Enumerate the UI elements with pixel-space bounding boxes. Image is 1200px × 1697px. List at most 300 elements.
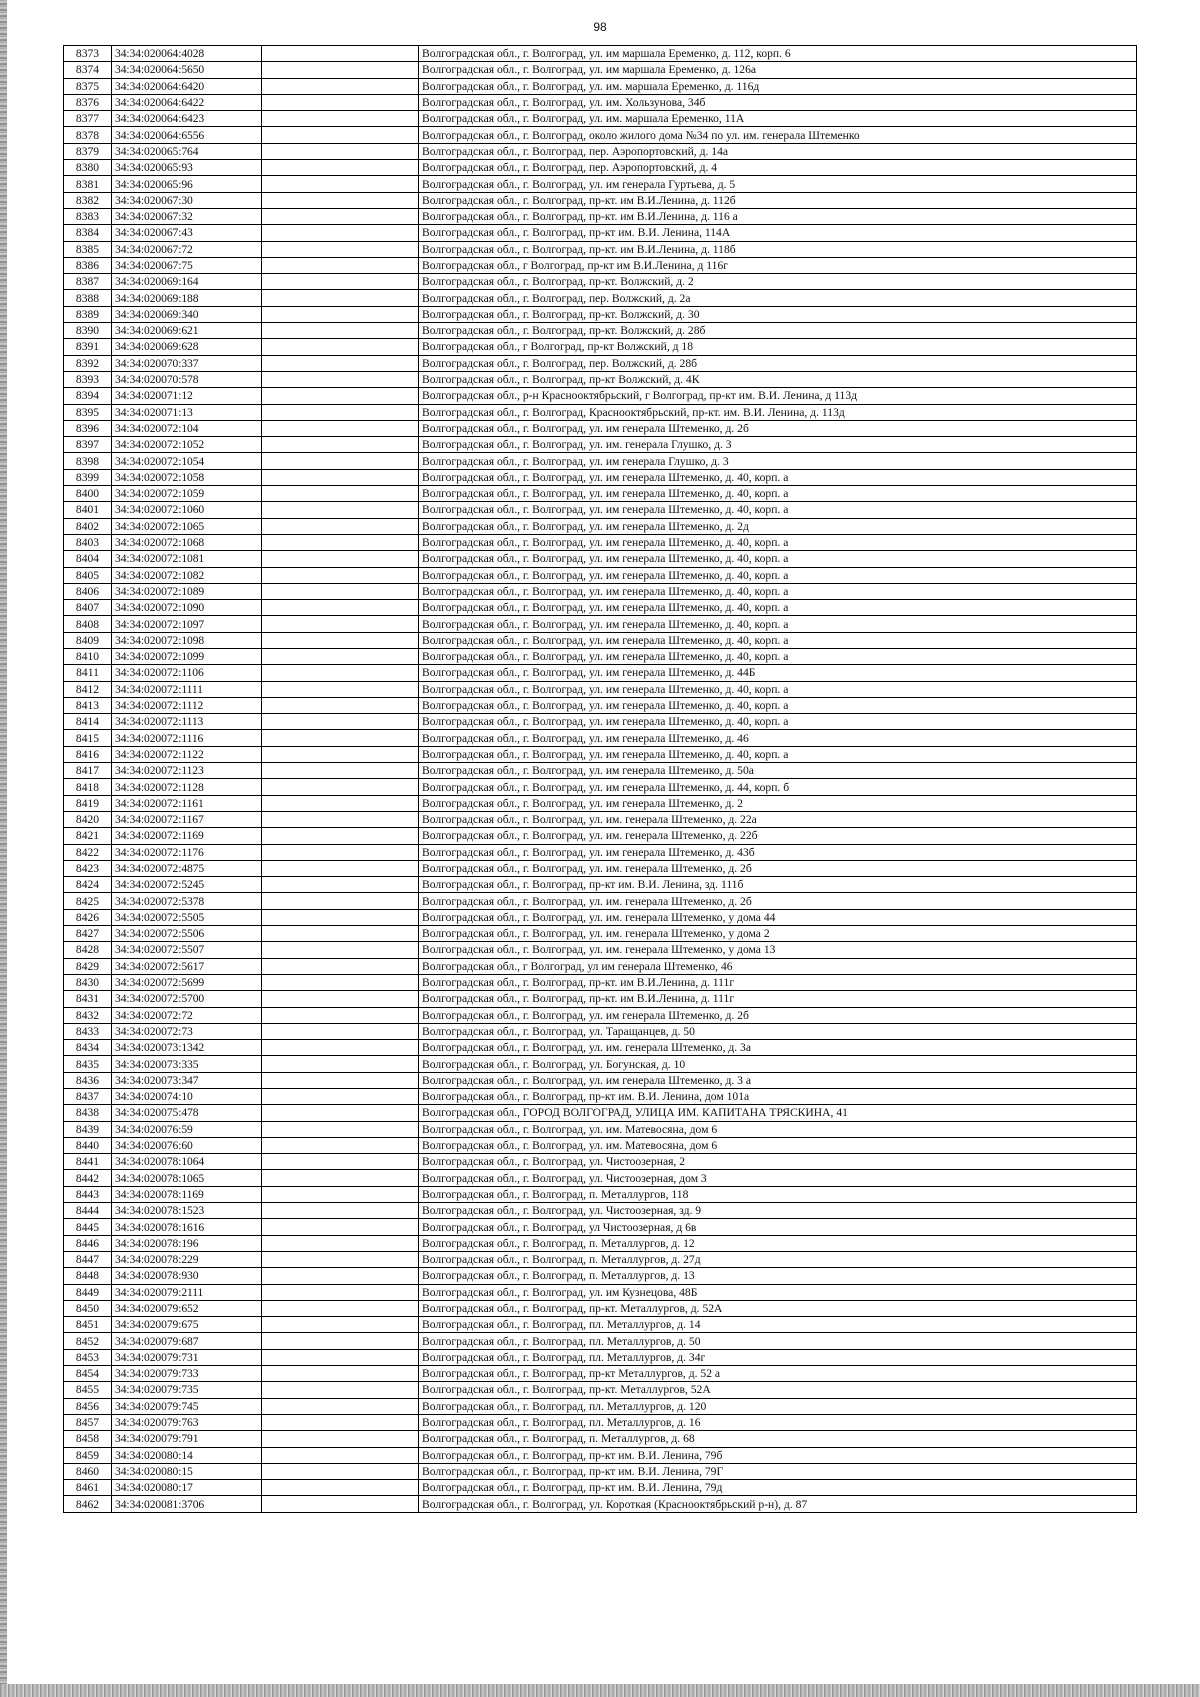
row-number-cell: 8404 bbox=[64, 551, 112, 567]
table-row bbox=[64, 811, 1137, 827]
row-number-cell: 8424 bbox=[64, 877, 112, 893]
table-row bbox=[64, 1154, 1137, 1170]
address-cell: Волгоградская обл., г. Волгоград, ул. им генерала Штеменко, д. 43б bbox=[419, 844, 1137, 860]
cadastral-number-cell: 34:34:020072:1090 bbox=[112, 600, 262, 616]
row-number-cell: 8388 bbox=[64, 290, 112, 306]
table-row bbox=[64, 828, 1137, 844]
cadastral-number-cell: 34:34:020072:5699 bbox=[112, 974, 262, 990]
table-row bbox=[64, 469, 1137, 485]
row-number-cell: 8423 bbox=[64, 860, 112, 876]
cadastral-number-cell: 34:34:020071:12 bbox=[112, 388, 262, 404]
table-row bbox=[64, 257, 1137, 273]
address-cell: Волгоградская обл., г. Волгоград, пр-кт. Волжский, д. 2 bbox=[419, 274, 1137, 290]
empty-cell bbox=[262, 877, 419, 893]
address-cell: Волгоградская обл., г. Волгоград, ул. Чистоозерная, 2 bbox=[419, 1154, 1137, 1170]
table-row bbox=[64, 991, 1137, 1007]
cadastral-number-cell: 34:34:020072:5507 bbox=[112, 942, 262, 958]
empty-cell bbox=[262, 94, 419, 110]
row-number-cell: 8417 bbox=[64, 763, 112, 779]
address-cell: Волгоградская обл., г. Волгоград, ул. им. генерала Штеменко, д. 2б bbox=[419, 860, 1137, 876]
table-row bbox=[64, 404, 1137, 420]
cadastral-number-cell: 34:34:020072:5506 bbox=[112, 926, 262, 942]
empty-cell bbox=[262, 828, 419, 844]
empty-cell bbox=[262, 991, 419, 1007]
cadastral-number-cell: 34:34:020069:628 bbox=[112, 339, 262, 355]
table-row bbox=[64, 1447, 1137, 1463]
page-number: 98 bbox=[593, 20, 607, 34]
row-number-cell: 8391 bbox=[64, 339, 112, 355]
table-row bbox=[64, 1366, 1137, 1382]
cadastral-number-cell: 34:34:020072:1065 bbox=[112, 518, 262, 534]
cadastral-number-cell: 34:34:020072:73 bbox=[112, 1023, 262, 1039]
empty-cell bbox=[262, 208, 419, 224]
table-row bbox=[64, 1268, 1137, 1284]
row-number-cell: 8386 bbox=[64, 257, 112, 273]
row-number-cell: 8454 bbox=[64, 1366, 112, 1382]
address-cell: Волгоградская обл., г. Волгоград, ул. им. генерала Штеменко, у дома 44 bbox=[419, 909, 1137, 925]
row-number-cell: 8429 bbox=[64, 958, 112, 974]
address-cell: Волгоградская обл., г. Волгоград, пр-кт им. В.И. Ленина, зд. 111б bbox=[419, 877, 1137, 893]
empty-cell bbox=[262, 1447, 419, 1463]
row-number-cell: 8437 bbox=[64, 1089, 112, 1105]
row-number-cell: 8382 bbox=[64, 192, 112, 208]
table-row bbox=[64, 746, 1137, 762]
address-cell: Волгоградская обл., г. Волгоград, Краснооктябрьский, пр-кт. им. В.И. Ленина, д. 113д bbox=[419, 404, 1137, 420]
address-cell: Волгоградская обл., г. Волгоград, ул. им генерала Штеменко, д. 44, корп. б bbox=[419, 779, 1137, 795]
row-number-cell: 8403 bbox=[64, 534, 112, 550]
cadastral-number-cell: 34:34:020073:335 bbox=[112, 1056, 262, 1072]
address-cell: Волгоградская обл., г. Волгоград, пр-кт. Металлургов, д. 52А bbox=[419, 1300, 1137, 1316]
table-row bbox=[64, 1056, 1137, 1072]
empty-cell bbox=[262, 1137, 419, 1153]
address-cell: Волгоградская обл., г. Волгоград, пер. Аэропортовский, д. 4 bbox=[419, 160, 1137, 176]
row-number-cell: 8436 bbox=[64, 1072, 112, 1088]
table-row bbox=[64, 665, 1137, 681]
cadastral-number-cell: 34:34:020072:1058 bbox=[112, 469, 262, 485]
cadastral-number-cell: 34:34:020079:2111 bbox=[112, 1284, 262, 1300]
empty-cell bbox=[262, 306, 419, 322]
address-cell: Волгоградская обл., г. Волгоград, ул. им. генерала Глушко, д. 3 bbox=[419, 437, 1137, 453]
empty-cell bbox=[262, 1040, 419, 1056]
row-number-cell: 8414 bbox=[64, 714, 112, 730]
address-cell: Волгоградская обл., г. Волгоград, ул. им генерала Штеменко, д. 40, корп. а bbox=[419, 681, 1137, 697]
row-number-cell: 8381 bbox=[64, 176, 112, 192]
cadastral-number-cell: 34:34:020079:731 bbox=[112, 1349, 262, 1365]
table-row bbox=[64, 1089, 1137, 1105]
row-number-cell: 8398 bbox=[64, 453, 112, 469]
empty-cell bbox=[262, 388, 419, 404]
empty-cell bbox=[262, 241, 419, 257]
row-number-cell: 8435 bbox=[64, 1056, 112, 1072]
address-cell: Волгоградская обл., г. Волгоград, ул. Короткая (Краснооктябрьский р-н), д. 87 bbox=[419, 1496, 1137, 1512]
row-number-cell: 8415 bbox=[64, 730, 112, 746]
empty-cell bbox=[262, 518, 419, 534]
table-row bbox=[64, 1480, 1137, 1496]
row-number-cell: 8389 bbox=[64, 306, 112, 322]
empty-cell bbox=[262, 1463, 419, 1479]
empty-cell bbox=[262, 355, 419, 371]
table-row bbox=[64, 192, 1137, 208]
table-row bbox=[64, 323, 1137, 339]
address-cell: Волгоградская обл., г. Волгоград, пр-кт. им В.И.Ленина, д. 111г bbox=[419, 991, 1137, 1007]
row-number-cell: 8390 bbox=[64, 323, 112, 339]
table-row bbox=[64, 974, 1137, 990]
address-cell: Волгоградская обл., г. Волгоград, ул. им. генерала Штеменко, д. 22а bbox=[419, 811, 1137, 827]
empty-cell bbox=[262, 404, 419, 420]
row-number-cell: 8442 bbox=[64, 1170, 112, 1186]
row-number-cell: 8375 bbox=[64, 78, 112, 94]
cadastral-number-cell: 34:34:020078:196 bbox=[112, 1235, 262, 1251]
cadastral-number-cell: 34:34:020078:1169 bbox=[112, 1186, 262, 1202]
empty-cell bbox=[262, 78, 419, 94]
address-cell: Волгоградская обл., г. Волгоград, ул. им генерала Штеменко, д. 50а bbox=[419, 763, 1137, 779]
cadastral-number-cell: 34:34:020067:32 bbox=[112, 208, 262, 224]
empty-cell bbox=[262, 1382, 419, 1398]
row-number-cell: 8439 bbox=[64, 1121, 112, 1137]
cadastral-number-cell: 34:34:020072:1116 bbox=[112, 730, 262, 746]
table-row bbox=[64, 1137, 1137, 1153]
row-number-cell: 8430 bbox=[64, 974, 112, 990]
empty-cell bbox=[262, 1317, 419, 1333]
empty-cell bbox=[262, 697, 419, 713]
row-number-cell: 8419 bbox=[64, 795, 112, 811]
address-cell: Волгоградская обл., г Волгоград, ул им генерала Штеменко, 46 bbox=[419, 958, 1137, 974]
cadastral-number-cell: 34:34:020070:337 bbox=[112, 355, 262, 371]
empty-cell bbox=[262, 290, 419, 306]
table-row bbox=[64, 844, 1137, 860]
empty-cell bbox=[262, 1089, 419, 1105]
empty-cell bbox=[262, 665, 419, 681]
cadastral-number-cell: 34:34:020072:1052 bbox=[112, 437, 262, 453]
row-number-cell: 8385 bbox=[64, 241, 112, 257]
table-row bbox=[64, 714, 1137, 730]
address-cell: Волгоградская обл., г. Волгоград, ул. им генерала Штеменко, д. 40, корп. а bbox=[419, 567, 1137, 583]
table-row bbox=[64, 1398, 1137, 1414]
row-number-cell: 8418 bbox=[64, 779, 112, 795]
table-row bbox=[64, 1317, 1137, 1333]
empty-cell bbox=[262, 730, 419, 746]
row-number-cell: 8452 bbox=[64, 1333, 112, 1349]
row-number-cell: 8402 bbox=[64, 518, 112, 534]
address-cell: Волгоградская обл., г. Волгоград, ул. им генерала Штеменко, д. 40, корп. а bbox=[419, 486, 1137, 502]
empty-cell bbox=[262, 1496, 419, 1512]
address-cell: Волгоградская обл., г. Волгоград, около жилого дома №34 по ул. им. генерала Штеменко bbox=[419, 127, 1137, 143]
row-number-cell: 8444 bbox=[64, 1203, 112, 1219]
empty-cell bbox=[262, 127, 419, 143]
row-number-cell: 8401 bbox=[64, 502, 112, 518]
empty-cell bbox=[262, 714, 419, 730]
table-row bbox=[64, 94, 1137, 110]
cadastral-number-cell: 34:34:020072:5505 bbox=[112, 909, 262, 925]
empty-cell bbox=[262, 1366, 419, 1382]
row-number-cell: 8397 bbox=[64, 437, 112, 453]
empty-cell bbox=[262, 974, 419, 990]
table-row bbox=[64, 877, 1137, 893]
address-cell: Волгоградская обл., г. Волгоград, ул. им. Матевосяна, дом 6 bbox=[419, 1137, 1137, 1153]
table-row bbox=[64, 648, 1137, 664]
address-cell: Волгоградская обл., г. Волгоград, пл. Металлургов, д. 120 bbox=[419, 1398, 1137, 1414]
table-row bbox=[64, 697, 1137, 713]
address-cell: Волгоградская обл., г. Волгоград, п. Металлургов, д. 68 bbox=[419, 1431, 1137, 1447]
empty-cell bbox=[262, 1072, 419, 1088]
address-cell: Волгоградская обл., г. Волгоград, пр-кт им. В.И. Ленина, 79д bbox=[419, 1480, 1137, 1496]
cadastral-number-cell: 34:34:020078:1065 bbox=[112, 1170, 262, 1186]
row-number-cell: 8450 bbox=[64, 1300, 112, 1316]
table-row bbox=[64, 1235, 1137, 1251]
empty-cell bbox=[262, 437, 419, 453]
empty-cell bbox=[262, 1023, 419, 1039]
cadastral-number-cell: 34:34:020072:4875 bbox=[112, 860, 262, 876]
table-row bbox=[64, 763, 1137, 779]
address-cell: Волгоградская обл., г. Волгоград, ул. им генерала Штеменко, д. 40, корп. а bbox=[419, 632, 1137, 648]
table-row bbox=[64, 1349, 1137, 1365]
empty-cell bbox=[262, 551, 419, 567]
table-row bbox=[64, 46, 1137, 62]
empty-cell bbox=[262, 469, 419, 485]
table-row bbox=[64, 795, 1137, 811]
row-number-cell: 8432 bbox=[64, 1007, 112, 1023]
row-number-cell: 8428 bbox=[64, 942, 112, 958]
address-cell: Волгоградская обл., г. Волгоград, пр-кт. им В.И.Ленина, д. 118б bbox=[419, 241, 1137, 257]
empty-cell bbox=[262, 632, 419, 648]
row-number-cell: 8373 bbox=[64, 46, 112, 62]
row-number-cell: 8421 bbox=[64, 828, 112, 844]
address-cell: Волгоградская обл., г. Волгоград, ул. им генерала Штеменко, д. 3 а bbox=[419, 1072, 1137, 1088]
address-cell: Волгоградская обл., г. Волгоград, ул. им. генерала Штеменко, у дома 13 bbox=[419, 942, 1137, 958]
cadastral-number-cell: 34:34:020079:735 bbox=[112, 1382, 262, 1398]
empty-cell bbox=[262, 176, 419, 192]
address-cell: Волгоградская обл., г. Волгоград, пр-кт. Волжский, д. 28б bbox=[419, 323, 1137, 339]
cadastral-number-cell: 34:34:020072:1169 bbox=[112, 828, 262, 844]
row-number-cell: 8405 bbox=[64, 567, 112, 583]
row-number-cell: 8416 bbox=[64, 746, 112, 762]
row-number-cell: 8379 bbox=[64, 143, 112, 159]
empty-cell bbox=[262, 567, 419, 583]
empty-cell bbox=[262, 1170, 419, 1186]
address-cell: Волгоградская обл., г. Волгоград, ул. Богунская, д. 10 bbox=[419, 1056, 1137, 1072]
table-row bbox=[64, 860, 1137, 876]
address-cell: Волгоградская обл., г. Волгоград, ул. им. маршала Еременко, д. 116д bbox=[419, 78, 1137, 94]
cadastral-number-cell: 34:34:020067:30 bbox=[112, 192, 262, 208]
row-number-cell: 8431 bbox=[64, 991, 112, 1007]
table-row bbox=[64, 502, 1137, 518]
cadastral-number-cell: 34:34:020072:5378 bbox=[112, 893, 262, 909]
address-cell: Волгоградская обл., г. Волгоград, пл. Металлургов, д. 50 bbox=[419, 1333, 1137, 1349]
cadastral-number-cell: 34:34:020072:1054 bbox=[112, 453, 262, 469]
address-cell: Волгоградская обл., г. Волгоград, ул. им генерала Штеменко, д. 40, корп. а bbox=[419, 502, 1137, 518]
cadastral-number-cell: 34:34:020079:745 bbox=[112, 1398, 262, 1414]
empty-cell bbox=[262, 111, 419, 127]
row-number-cell: 8377 bbox=[64, 111, 112, 127]
table-row bbox=[64, 632, 1137, 648]
address-cell: Волгоградская обл., г. Волгоград, пр-кт Волжский, д. 4К bbox=[419, 371, 1137, 387]
empty-cell bbox=[262, 583, 419, 599]
cadastral-number-cell: 34:34:020072:1123 bbox=[112, 763, 262, 779]
address-cell: Волгоградская обл., г. Волгоград, ул. им. Матевосяна, дом 6 bbox=[419, 1121, 1137, 1137]
row-number-cell: 8455 bbox=[64, 1382, 112, 1398]
address-cell: Волгоградская обл., г. Волгоград, ул. им генерала Штеменко, д. 2 bbox=[419, 795, 1137, 811]
table-row bbox=[64, 127, 1137, 143]
address-cell: Волгоградская обл., г. Волгоград, ул. им генерала Штеменко, д. 44Б bbox=[419, 665, 1137, 681]
row-number-cell: 8447 bbox=[64, 1251, 112, 1267]
empty-cell bbox=[262, 1431, 419, 1447]
row-number-cell: 8420 bbox=[64, 811, 112, 827]
empty-cell bbox=[262, 274, 419, 290]
row-number-cell: 8451 bbox=[64, 1317, 112, 1333]
cadastral-number-cell: 34:34:020072:5245 bbox=[112, 877, 262, 893]
address-cell: Волгоградская обл., г. Волгоград, п. Металлургов, д. 27д bbox=[419, 1251, 1137, 1267]
table-row bbox=[64, 893, 1137, 909]
cadastral-number-cell: 34:34:020072:1060 bbox=[112, 502, 262, 518]
row-number-cell: 8453 bbox=[64, 1349, 112, 1365]
table-row bbox=[64, 926, 1137, 942]
table-row bbox=[64, 958, 1137, 974]
address-cell: Волгоградская обл., г. Волгоград, ул. им. генерала Штеменко, д. 3а bbox=[419, 1040, 1137, 1056]
row-number-cell: 8427 bbox=[64, 926, 112, 942]
address-cell: Волгоградская обл., г. Волгоград, ул Чистоозерная, д 6в bbox=[419, 1219, 1137, 1235]
row-number-cell: 8461 bbox=[64, 1480, 112, 1496]
address-cell: Волгоградская обл., г. Волгоград, ул. им генерала Гуртьева, д. 5 bbox=[419, 176, 1137, 192]
table-row bbox=[64, 1300, 1137, 1316]
cadastral-number-cell: 34:34:020078:229 bbox=[112, 1251, 262, 1267]
cadastral-number-cell: 34:34:020069:340 bbox=[112, 306, 262, 322]
cadastral-number-cell: 34:34:020078:930 bbox=[112, 1268, 262, 1284]
row-number-cell: 8376 bbox=[64, 94, 112, 110]
empty-cell bbox=[262, 942, 419, 958]
cadastral-number-cell: 34:34:020064:6420 bbox=[112, 78, 262, 94]
table-row bbox=[64, 241, 1137, 257]
cadastral-number-cell: 34:34:020079:675 bbox=[112, 1317, 262, 1333]
table-row bbox=[64, 942, 1137, 958]
cadastral-number-cell: 34:34:020080:14 bbox=[112, 1447, 262, 1463]
table-row bbox=[64, 225, 1137, 241]
row-number-cell: 8411 bbox=[64, 665, 112, 681]
row-number-cell: 8456 bbox=[64, 1398, 112, 1414]
address-cell: Волгоградская обл., г. Волгоград, пл. Металлургов, д. 34г bbox=[419, 1349, 1137, 1365]
table-row bbox=[64, 1496, 1137, 1512]
table-row bbox=[64, 1414, 1137, 1430]
address-cell: Волгоградская обл., г. Волгоград, ул. им генерала Штеменко, д. 46 bbox=[419, 730, 1137, 746]
cadastral-number-cell: 34:34:020072:1113 bbox=[112, 714, 262, 730]
cadastral-number-cell: 34:34:020064:6556 bbox=[112, 127, 262, 143]
cadastral-number-cell: 34:34:020073:347 bbox=[112, 1072, 262, 1088]
scan-edge-bottom bbox=[0, 1684, 1200, 1697]
empty-cell bbox=[262, 1105, 419, 1121]
empty-cell bbox=[262, 616, 419, 632]
table-row bbox=[64, 1284, 1137, 1300]
cadastral-number-cell: 34:34:020072:5700 bbox=[112, 991, 262, 1007]
row-number-cell: 8393 bbox=[64, 371, 112, 387]
empty-cell bbox=[262, 746, 419, 762]
row-number-cell: 8380 bbox=[64, 160, 112, 176]
address-cell: Волгоградская обл., г. Волгоград, пр-кт. Волжский, д. 30 bbox=[419, 306, 1137, 322]
empty-cell bbox=[262, 62, 419, 78]
empty-cell bbox=[262, 1284, 419, 1300]
empty-cell bbox=[262, 681, 419, 697]
row-number-cell: 8384 bbox=[64, 225, 112, 241]
cadastral-number-cell: 34:34:020080:17 bbox=[112, 1480, 262, 1496]
table-row bbox=[64, 779, 1137, 795]
cadastral-number-cell: 34:34:020072:1089 bbox=[112, 583, 262, 599]
empty-cell bbox=[262, 534, 419, 550]
cadastral-number-cell: 34:34:020072:1098 bbox=[112, 632, 262, 648]
table-row bbox=[64, 143, 1137, 159]
cadastral-number-cell: 34:34:020065:764 bbox=[112, 143, 262, 159]
address-cell: Волгоградская обл., г. Волгоград, ул. им генерала Штеменко, д. 40, корп. а bbox=[419, 469, 1137, 485]
cadastral-number-cell: 34:34:020076:59 bbox=[112, 1121, 262, 1137]
row-number-cell: 8409 bbox=[64, 632, 112, 648]
row-number-cell: 8438 bbox=[64, 1105, 112, 1121]
row-number-cell: 8396 bbox=[64, 420, 112, 436]
table-row bbox=[64, 567, 1137, 583]
empty-cell bbox=[262, 909, 419, 925]
empty-cell bbox=[262, 779, 419, 795]
address-cell: Волгоградская обл., г. Волгоград, ул. им генерала Штеменко, д. 40, корп. а bbox=[419, 746, 1137, 762]
empty-cell bbox=[262, 160, 419, 176]
empty-cell bbox=[262, 1219, 419, 1235]
cadastral-number-cell: 34:34:020072:1161 bbox=[112, 795, 262, 811]
address-cell: Волгоградская обл., г. Волгоград, п. Металлургов, 118 bbox=[419, 1186, 1137, 1202]
cadastral-number-cell: 34:34:020079:763 bbox=[112, 1414, 262, 1430]
table-row bbox=[64, 78, 1137, 94]
empty-cell bbox=[262, 1186, 419, 1202]
address-cell: Волгоградская обл., г. Волгоград, пр-кт. им В.И.Ленина, д. 116 а bbox=[419, 208, 1137, 224]
empty-cell bbox=[262, 1056, 419, 1072]
row-number-cell: 8395 bbox=[64, 404, 112, 420]
row-number-cell: 8399 bbox=[64, 469, 112, 485]
cadastral-number-cell: 34:34:020079:652 bbox=[112, 1300, 262, 1316]
row-number-cell: 8422 bbox=[64, 844, 112, 860]
row-number-cell: 8457 bbox=[64, 1414, 112, 1430]
address-cell: Волгоградская обл., г. Волгоград, пр-кт им. В.И. Ленина, 79Г bbox=[419, 1463, 1137, 1479]
table-row bbox=[64, 453, 1137, 469]
row-number-cell: 8408 bbox=[64, 616, 112, 632]
cadastral-number-cell: 34:34:020067:75 bbox=[112, 257, 262, 273]
cadastral-number-cell: 34:34:020072:5617 bbox=[112, 958, 262, 974]
row-number-cell: 8459 bbox=[64, 1447, 112, 1463]
cadastral-number-cell: 34:34:020072:72 bbox=[112, 1007, 262, 1023]
table-row bbox=[64, 616, 1137, 632]
empty-cell bbox=[262, 1251, 419, 1267]
empty-cell bbox=[262, 1154, 419, 1170]
cadastral-number-cell: 34:34:020072:1099 bbox=[112, 648, 262, 664]
row-number-cell: 8440 bbox=[64, 1137, 112, 1153]
table-row bbox=[64, 371, 1137, 387]
empty-cell bbox=[262, 893, 419, 909]
empty-cell bbox=[262, 46, 419, 62]
row-number-cell: 8449 bbox=[64, 1284, 112, 1300]
table-row bbox=[64, 1007, 1137, 1023]
address-cell: Волгоградская обл., г Волгоград, пр-кт им В.И.Ленина, д 116г bbox=[419, 257, 1137, 273]
address-cell: Волгоградская обл., г. Волгоград, пр-кт им. В.И. Ленина, 114А bbox=[419, 225, 1137, 241]
row-number-cell: 8413 bbox=[64, 697, 112, 713]
cadastral-number-cell: 34:34:020069:621 bbox=[112, 323, 262, 339]
table-row bbox=[64, 1431, 1137, 1447]
address-cell: Волгоградская обл., г. Волгоград, ул. им Кузнецова, 48Б bbox=[419, 1284, 1137, 1300]
cadastral-number-cell: 34:34:020073:1342 bbox=[112, 1040, 262, 1056]
empty-cell bbox=[262, 143, 419, 159]
address-cell: Волгоградская обл., г. Волгоград, ул. Чистоозерная, зд. 9 bbox=[419, 1203, 1137, 1219]
address-cell: Волгоградская обл., г. Волгоград, ул. им. генерала Штеменко, д. 22б bbox=[419, 828, 1137, 844]
row-number-cell: 8448 bbox=[64, 1268, 112, 1284]
table-row bbox=[64, 274, 1137, 290]
table-row bbox=[64, 355, 1137, 371]
address-cell: Волгоградская обл., г. Волгоград, пр-кт. им В.И.Ленина, д. 111г bbox=[419, 974, 1137, 990]
cadastral-number-cell: 34:34:020064:4028 bbox=[112, 46, 262, 62]
cadastral-number-cell: 34:34:020069:164 bbox=[112, 274, 262, 290]
table-row bbox=[64, 1072, 1137, 1088]
address-cell: Волгоградская обл., г. Волгоград, ул. Чистоозерная, дом 3 bbox=[419, 1170, 1137, 1186]
